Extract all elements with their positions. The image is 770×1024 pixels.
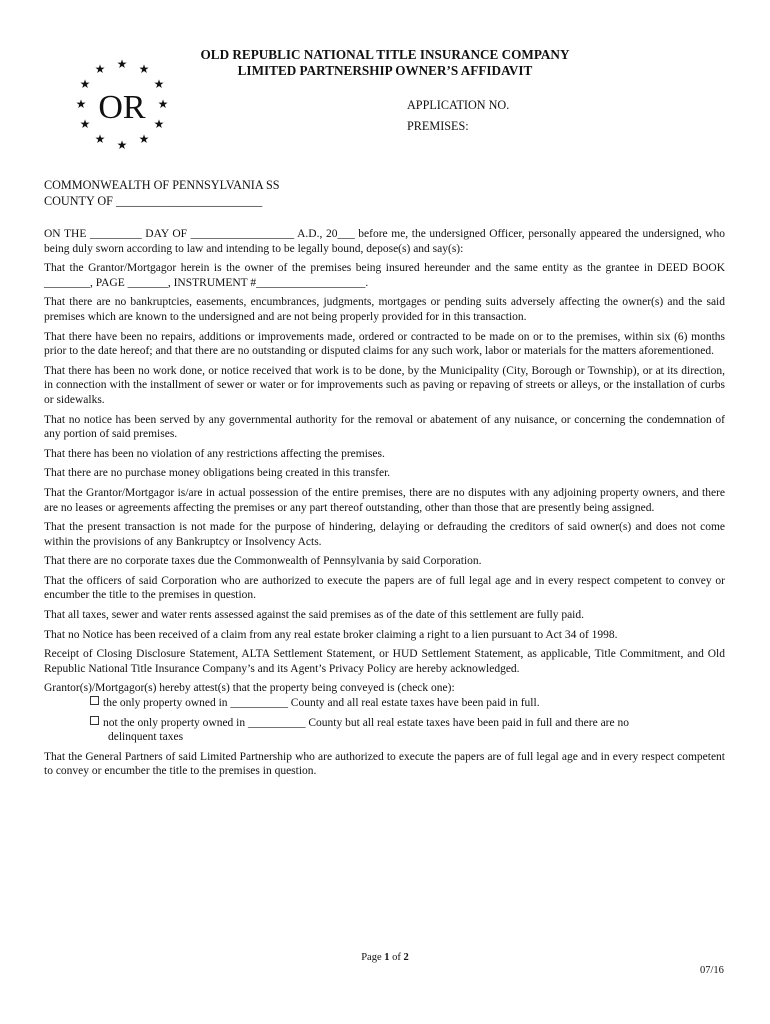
svg-text:★: ★ bbox=[153, 117, 165, 131]
attest-intro: Grantor(s)/Mortgagor(s) hereby attest(s) that the property being conveyed is (check one): bbox=[44, 682, 455, 695]
venue-state: COMMONWEALTH OF PENNSYLVANIA SS bbox=[44, 178, 280, 192]
paragraph-no-corporate-taxes: That there are no corporate taxes due the Commonwealth of Pennsylvania by said Corporation. bbox=[44, 555, 482, 568]
page-total: 2 bbox=[403, 952, 409, 963]
svg-text:★: ★ bbox=[138, 62, 150, 76]
svg-text:★: ★ bbox=[116, 57, 128, 71]
page-number: 1 bbox=[384, 952, 390, 963]
document-title bbox=[150, 47, 620, 78]
paragraph-no-broker-lien: That no Notice has been received of a claim from any real estate broker claiming a right to a lien pursuant to Act 34 of 1998. bbox=[44, 628, 618, 641]
attest-option-only-property bbox=[44, 696, 725, 711]
page-prefix: Page bbox=[361, 952, 385, 963]
attest-option-2-text: not the only property owned in __________ County but all real estate taxes have been paid in full and there are no bbox=[103, 716, 629, 729]
affidavit-body bbox=[44, 227, 725, 784]
svg-text:★: ★ bbox=[157, 97, 169, 111]
paragraph-no-repairs: That there have been no repairs, additions or improvements made, ordered or contracted to be made on or to the premises, within six (6) months prior to the date hereof; and that there are no outstanding or disputed claims for any such work, labor or materials for the matters aforementioned. bbox=[44, 330, 725, 358]
svg-text:★: ★ bbox=[75, 97, 87, 111]
paragraph-no-purchase-money: That there are no purchase money obligations being created in this transfer. bbox=[44, 467, 391, 480]
checkbox-only-property[interactable] bbox=[90, 696, 99, 705]
svg-text:★: ★ bbox=[79, 117, 91, 131]
paragraph-no-fraud: That the present transaction is not made for the purpose of hindering, delaying or defrauding the creditors of said owner(s) and does not come within the provisions of any Bankruptcy or Insolvency Acts. bbox=[44, 521, 725, 548]
attest-option-2-continued: delinquent taxes bbox=[108, 731, 184, 744]
svg-text:★: ★ bbox=[116, 138, 128, 152]
checkbox-not-only-property[interactable] bbox=[90, 716, 99, 725]
page-footer bbox=[0, 952, 770, 963]
paragraph-no-violations: That there has been no violation of any restrictions affecting the premises. bbox=[44, 447, 385, 460]
application-number-label: APPLICATION NO. bbox=[407, 98, 510, 112]
attest-option-not-only-property bbox=[44, 716, 725, 731]
logo-monogram: OR bbox=[98, 89, 146, 126]
venue-block bbox=[44, 178, 280, 209]
svg-text:★: ★ bbox=[79, 77, 91, 91]
paragraph-possession: That the Grantor/Mortgagor is/are in actual possession of the entire premises, there are no disputes with any adjoining property owners, and there are no leases or agreements affecting the premises or any part thereof outstanding, other than those that are presently being assigned. bbox=[44, 486, 725, 514]
paragraph-ownership: That the Grantor/Mortgagor herein is the owner of the premises being insured hereunder and the same entity as the grantee in DEED BOOK ________, PAGE _______, INSTRUMENT #___________________. bbox=[44, 262, 725, 289]
company-name: OLD REPUBLIC NATIONAL TITLE INSURANCE COMPANY bbox=[200, 47, 570, 62]
svg-text:★: ★ bbox=[153, 77, 165, 91]
paragraph-general-partners: That the General Partners of said Limited Partnership who are authorized to execute the papers are of full legal age and in every respect competent to convey or encumber the title to the premises in question. bbox=[44, 750, 725, 778]
paragraph-no-municipal-work: That there has been no work done, or notice received that work is to be done, by the Municipality (City, Borough or Township), or at its direction, in connection with the installment of sewer or water or for improvements such as paving or repaving of streets or alleys, or the installation of curbs or sidewalks. bbox=[44, 364, 725, 406]
form-title: LIMITED PARTNERSHIP OWNER’S AFFIDAVIT bbox=[237, 62, 533, 78]
premises-label: PREMISES: bbox=[407, 119, 469, 133]
application-block bbox=[407, 95, 509, 137]
paragraph-no-encumbrances: That there are no bankruptcies, easements, encumbrances, judgments, mortgages or pending suits adversely affecting the owner(s) and the said premises which are known to the undersigned and are not being properly provided for in this transaction. bbox=[44, 296, 725, 323]
paragraph-taxes-paid: That all taxes, sewer and water rents assessed against the said premises as of the date of this settlement are fully paid. bbox=[44, 609, 585, 622]
paragraph-oath: ON THE _________ DAY OF __________________ A.D., 20___ before me, the undersigned Officer, personally appeared the undersigned, who being duly sworn according to law and intending to be legally bound, depose(s) and say(s): bbox=[44, 228, 725, 255]
svg-text:★: ★ bbox=[94, 132, 106, 146]
page-mid: of bbox=[389, 952, 404, 963]
svg-text:★: ★ bbox=[94, 62, 106, 76]
paragraph-receipt-acknowledged: Receipt of Closing Disclosure Statement, ALTA Settlement Statement, or HUD Settlement Statement, as applicable, Title Commitment, and Old Republic National Title Insurance Company’s and its Agent’s Privacy Policy are hereby acknowledged. bbox=[44, 648, 725, 675]
venue-county: COUNTY OF ________________________ bbox=[44, 193, 263, 208]
attest-option-1-text: the only property owned in __________ County and all real estate taxes have been paid in full. bbox=[103, 697, 540, 710]
paragraph-officers-competent: That the officers of said Corporation who are authorized to execute the papers are of full legal age and in every respect competent to convey or encumber the title to the premises in question. bbox=[44, 574, 725, 602]
revision-date: 07/16 bbox=[700, 965, 724, 976]
paragraph-no-nuisance: That no notice has been served by any governmental authority for the removal or abatement of any nuisance, or concerning the condemnation of any portion of said premises. bbox=[44, 413, 725, 441]
svg-text:★: ★ bbox=[138, 132, 150, 146]
